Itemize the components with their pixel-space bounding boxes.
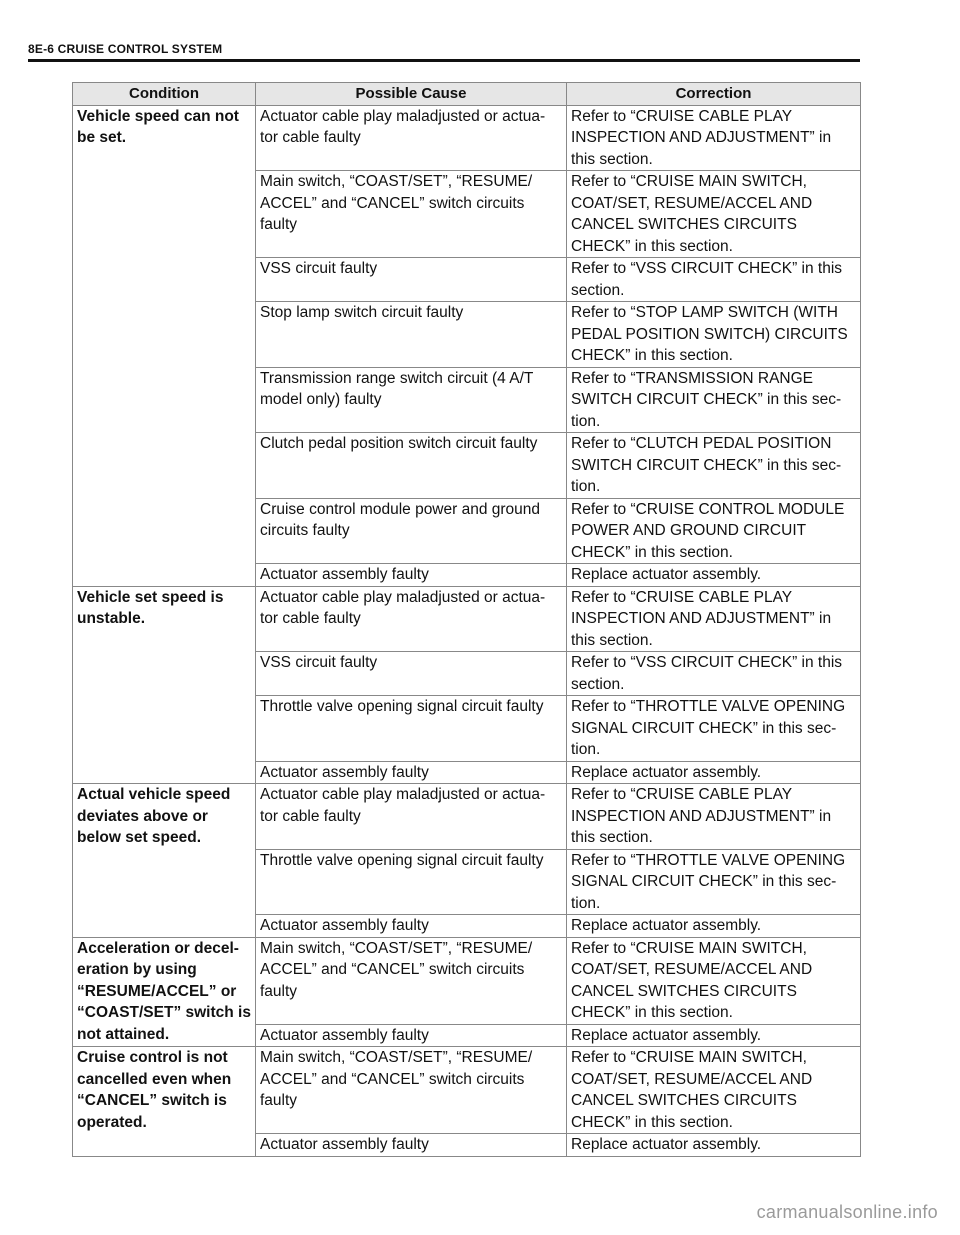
condition-cell: Vehicle speed can not be set. [73,105,256,586]
cause-cell: VSS circuit faulty [256,652,567,696]
cause-cell: Main switch, “COAST/SET”, “RESUME/ ACCEL” and “CANCEL” switch circuits faulty [256,937,567,1024]
table-row [73,1047,861,1134]
correction-cell: Refer to “VSS CIRCUIT CHECK” in this section. [567,258,861,302]
correction-cell: Refer to “THROTTLE VALVE OPENING SIGNAL CIRCUIT CHECK” in this sec-tion. [567,849,861,915]
table-header-row [73,83,861,106]
cause-cell: Main switch, “COAST/SET”, “RESUME/ ACCEL” and “CANCEL” switch circuits faulty [256,1047,567,1134]
watermark: carmanualsonline.info [756,1202,938,1222]
cause-cell: Actuator assembly faulty [256,1134,567,1157]
table-body [73,105,861,1156]
correction-cell: Replace actuator assembly. [567,564,861,587]
column-header-condition: Condition [73,83,256,106]
correction-cell: Refer to “THROTTLE VALVE OPENING SIGNAL CIRCUIT CHECK” in this sec-tion. [567,696,861,762]
page-header: 8E-6 CRUISE CONTROL SYSTEM [28,42,223,56]
correction-cell: Refer to “CRUISE MAIN SWITCH, COAT/SET, RESUME/ACCEL AND CANCEL SWITCHES CIRCUITS CHECK” in this section. [567,1047,861,1134]
correction-cell: Refer to “STOP LAMP SWITCH (WITH PEDAL POSITION SWITCH) CIRCUITS CHECK” in this section. [567,302,861,368]
cause-cell: Stop lamp switch circuit faulty [256,302,567,368]
column-header-correction: Correction [567,83,861,106]
cause-cell: Actuator assembly faulty [256,564,567,587]
correction-cell: Refer to “TRANSMISSION RANGE SWITCH CIRCUIT CHECK” in this sec-tion. [567,367,861,433]
correction-cell: Replace actuator assembly. [567,1024,861,1047]
cause-cell: Clutch pedal position switch circuit faulty [256,433,567,499]
header-rule [28,59,860,62]
cause-cell: Actuator cable play maladjusted or actua-tor cable faulty [256,784,567,850]
cause-cell: Throttle valve opening signal circuit faulty [256,849,567,915]
cause-cell: Actuator assembly faulty [256,915,567,938]
table-row [73,586,861,652]
correction-cell: Refer to “CRUISE CABLE PLAY INSPECTION AND ADJUSTMENT” in this section. [567,105,861,171]
correction-cell: Refer to “CRUISE CONTROL MODULE POWER AND GROUND CIRCUIT CHECK” in this section. [567,498,861,564]
cause-cell: VSS circuit faulty [256,258,567,302]
condition-cell: Acceleration or decel-eration by using “RESUME/ACCEL” or “COAST/SET” switch is not attained. [73,937,256,1047]
cause-cell: Actuator assembly faulty [256,1024,567,1047]
troubleshooting-table [72,82,861,1157]
cause-cell: Main switch, “COAST/SET”, “RESUME/ ACCEL” and “CANCEL” switch circuits faulty [256,171,567,258]
table-row [73,784,861,850]
condition-cell: Cruise control is not cancelled even when “CANCEL” switch is operated. [73,1047,256,1157]
correction-cell: Refer to “CRUISE MAIN SWITCH, COAT/SET, RESUME/ACCEL AND CANCEL SWITCHES CIRCUITS CHECK” in this section. [567,171,861,258]
correction-cell: Replace actuator assembly. [567,1134,861,1157]
table-row [73,105,861,171]
table-row [73,937,861,1024]
correction-cell: Replace actuator assembly. [567,915,861,938]
condition-cell: Vehicle set speed is unstable. [73,586,256,784]
correction-cell: Replace actuator assembly. [567,761,861,784]
cause-cell: Actuator cable play maladjusted or actua-tor cable faulty [256,586,567,652]
correction-cell: Refer to “CRUISE MAIN SWITCH, COAT/SET, RESUME/ACCEL AND CANCEL SWITCHES CIRCUITS CHECK” in this section. [567,937,861,1024]
condition-cell: Actual vehicle speed deviates above or below set speed. [73,784,256,938]
correction-cell: Refer to “VSS CIRCUIT CHECK” in this section. [567,652,861,696]
cause-cell: Cruise control module power and ground circuits faulty [256,498,567,564]
column-header-cause: Possible Cause [256,83,567,106]
correction-cell: Refer to “CRUISE CABLE PLAY INSPECTION AND ADJUSTMENT” in this section. [567,784,861,850]
cause-cell: Actuator assembly faulty [256,761,567,784]
cause-cell: Throttle valve opening signal circuit faulty [256,696,567,762]
cause-cell: Actuator cable play maladjusted or actua-tor cable faulty [256,105,567,171]
correction-cell: Refer to “CLUTCH PEDAL POSITION SWITCH CIRCUIT CHECK” in this sec-tion. [567,433,861,499]
correction-cell: Refer to “CRUISE CABLE PLAY INSPECTION AND ADJUSTMENT” in this section. [567,586,861,652]
cause-cell: Transmission range switch circuit (4 A/T model only) faulty [256,367,567,433]
